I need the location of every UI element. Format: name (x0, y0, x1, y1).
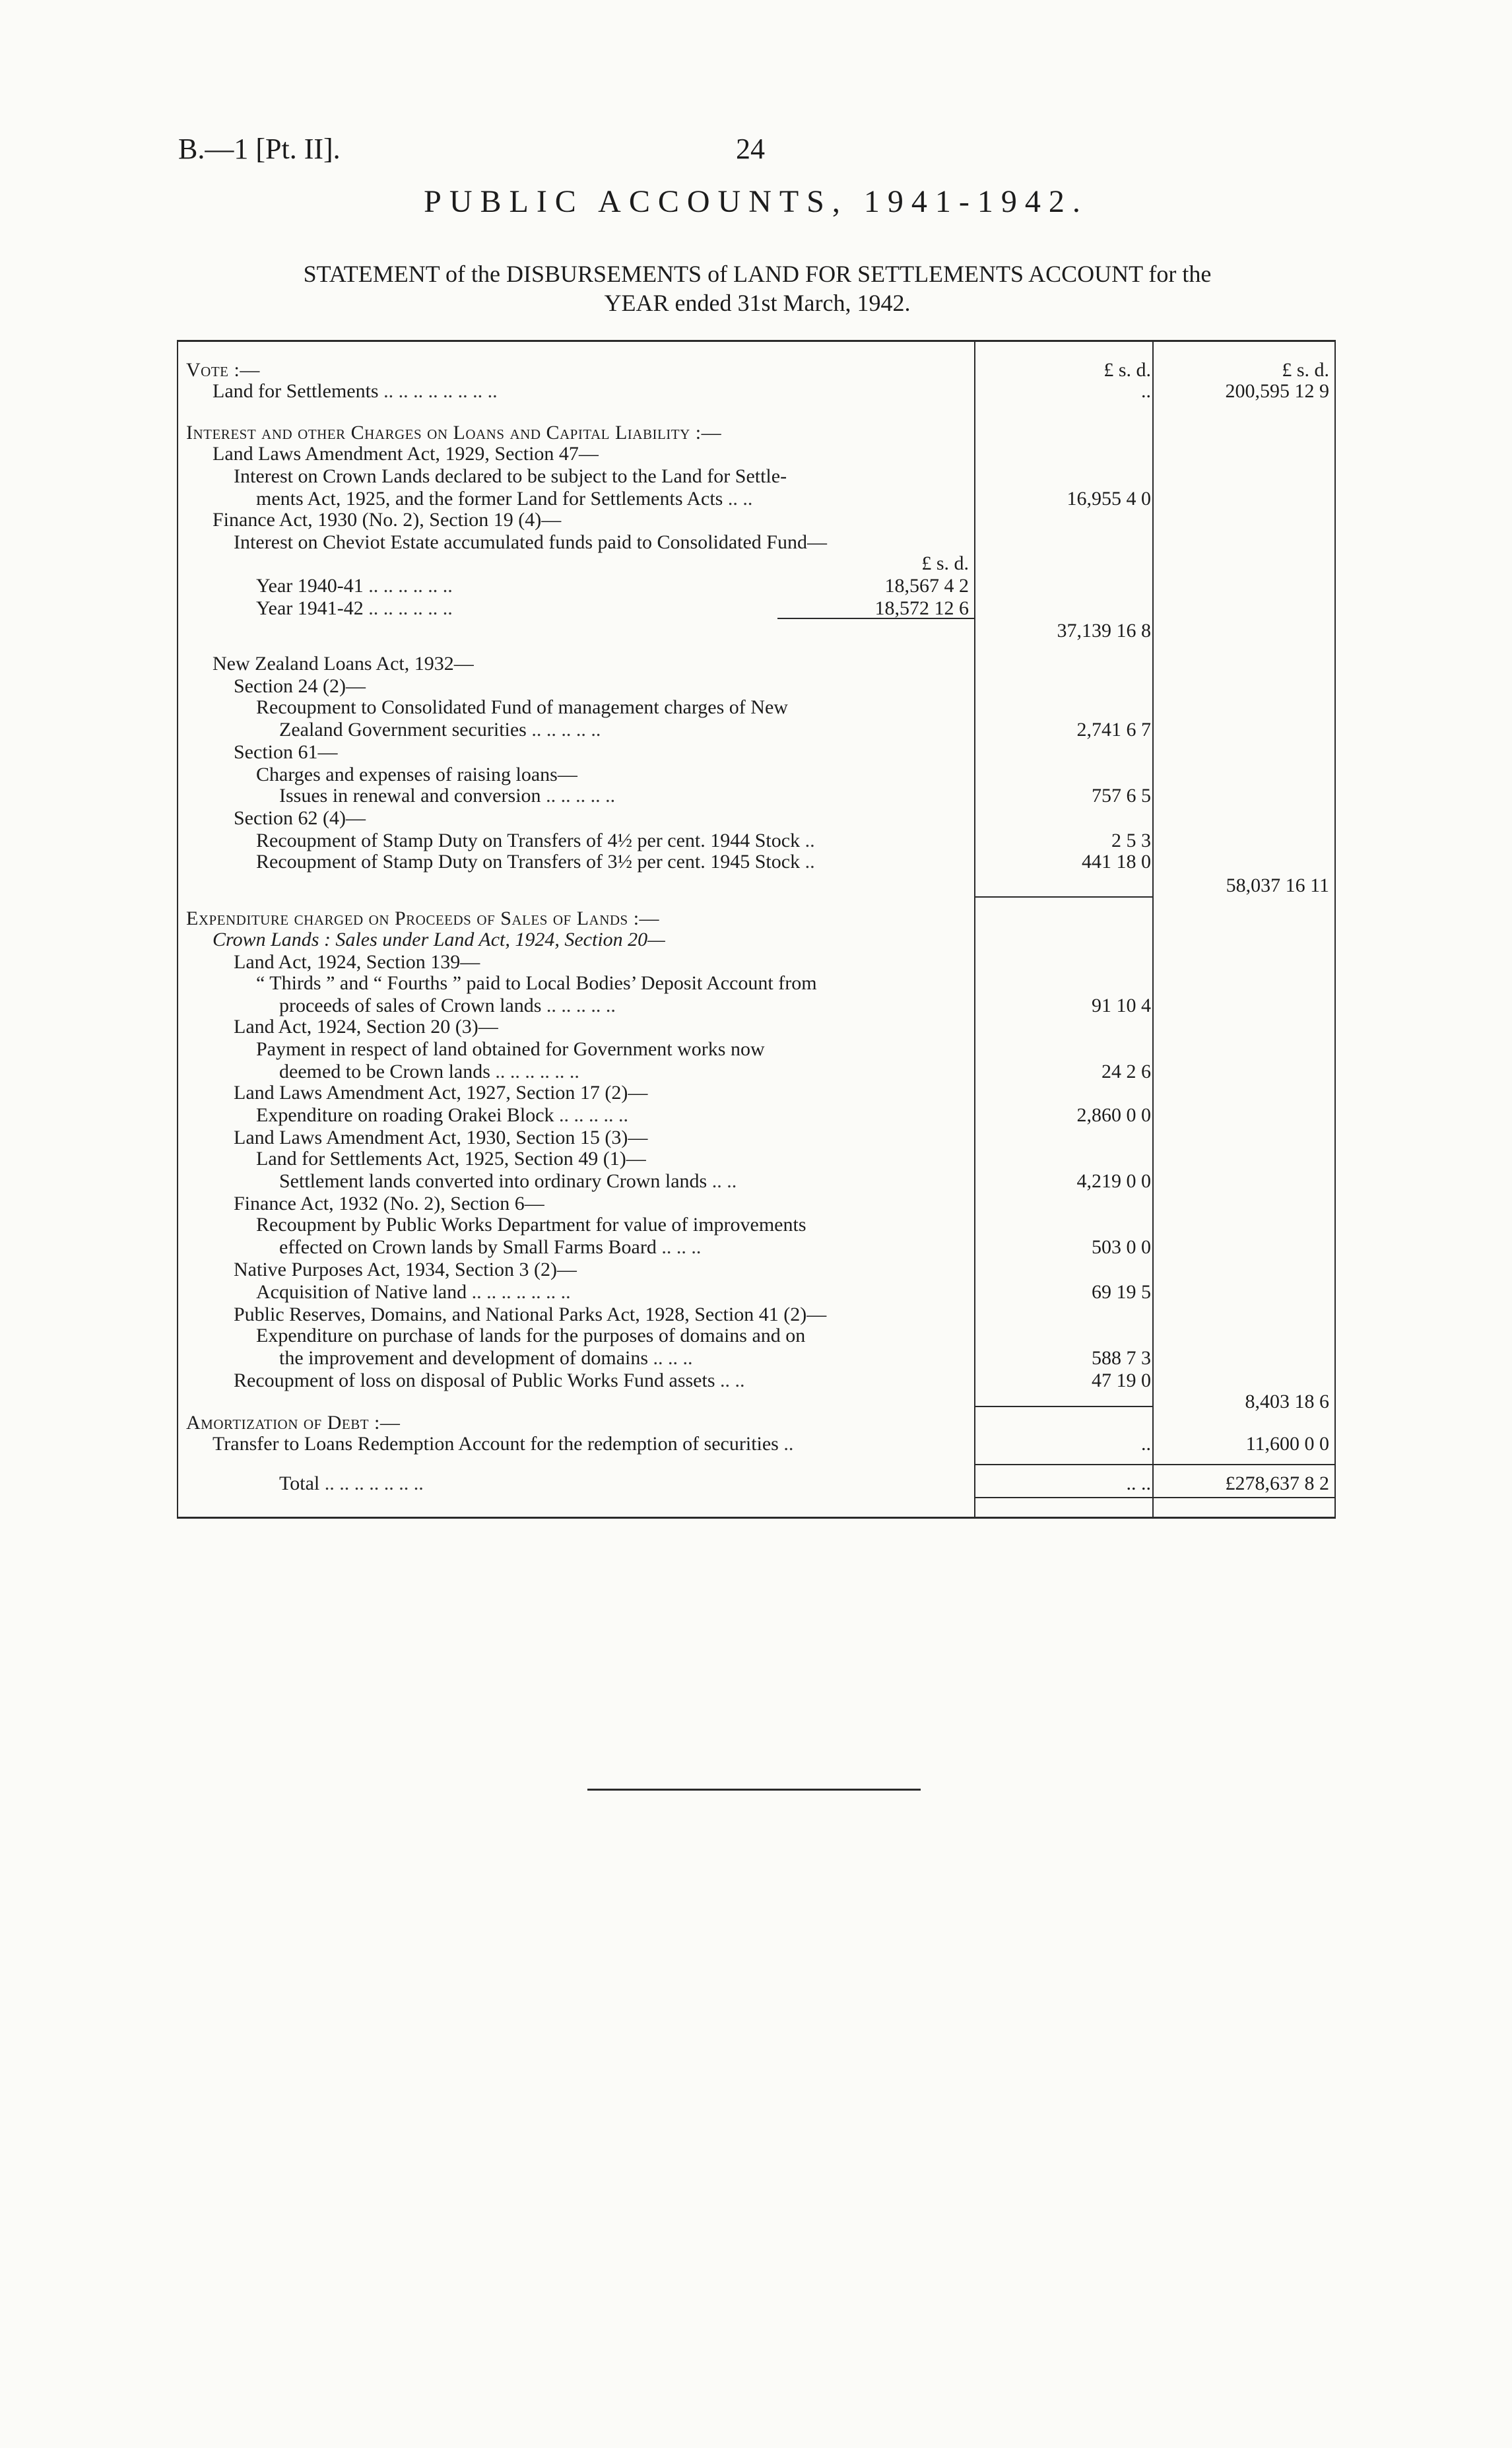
table-row (177, 1081, 1336, 1105)
table-row (177, 508, 1336, 532)
amount-column-2: £ s. d. (1282, 359, 1329, 381)
row-label: Expenditure charged on Proceeds of Sales of Lands :— (186, 908, 660, 929)
inner-amount: 18,567 4 2 (884, 575, 969, 597)
row-description (234, 531, 1018, 554)
table-row (177, 850, 1336, 874)
amount-column-1: .. (1141, 380, 1151, 402)
amount-column-1: 757 6 5 (1092, 785, 1151, 807)
table-row (177, 531, 1336, 554)
row-label: Interest and other Charges on Loans and Capital Liability :— (186, 422, 722, 444)
dot-leader: .. (778, 1433, 794, 1455)
table-row (177, 763, 1336, 787)
table-row (177, 1126, 1336, 1150)
dot-leader: .. .. .. .. .. .. (363, 597, 453, 619)
table-row (177, 829, 1336, 853)
row-description (234, 807, 1018, 830)
amount-column-1: .. (1141, 1433, 1151, 1455)
dot-leader: .. .. .. .. .. (526, 719, 601, 741)
row-description (213, 928, 997, 952)
dot-leader: .. .. .. .. .. (541, 995, 616, 1016)
row-label: Section 24 (2)— (234, 675, 366, 697)
row-description (279, 1170, 1063, 1193)
amount-column-1: 2,741 6 7 (1076, 719, 1151, 741)
table-row (177, 994, 1336, 1018)
row-description (279, 1060, 1063, 1084)
row-label: Land Act, 1924, Section 139— (234, 951, 480, 973)
row-description (256, 1213, 1040, 1237)
row-label: Interest on Crown Lands declared to be subject to the Land for Settle- (234, 465, 787, 487)
row-description (279, 994, 1063, 1018)
subtotal-rule (975, 1406, 1152, 1407)
inner-amount: 18,572 12 6 (874, 597, 969, 619)
row-description (234, 1369, 1018, 1393)
subtotal-rule (975, 1497, 1152, 1498)
table-row (177, 574, 1336, 598)
row-label: Recoupment to Consolidated Fund of management charges of New (256, 696, 788, 718)
row-description (279, 1472, 1063, 1496)
row-label: Amortization of Debt :— (186, 1412, 401, 1434)
row-description (279, 1236, 1063, 1259)
amount-column-1: 47 19 0 (1092, 1370, 1151, 1391)
dot-leader: .. (800, 830, 815, 851)
row-description (213, 652, 997, 676)
table-row (177, 552, 1336, 576)
row-label: Crown Lands : Sales under Land Act, 1924, Section 20— (213, 929, 665, 950)
row-label: Expenditure on roading Orakei Block (256, 1104, 554, 1126)
dot-leader: .. .. (715, 1370, 745, 1391)
dot-leader: .. .. .. .. .. (541, 785, 616, 807)
closing-rule (587, 1789, 921, 1791)
amount-column-1: 16,955 4 0 (1067, 488, 1151, 510)
row-description (213, 442, 997, 466)
row-description (256, 1038, 1040, 1061)
subtotal-rule (1154, 1497, 1334, 1498)
row-description (234, 1126, 1018, 1150)
row-label: Acquisition of Native land (256, 1281, 467, 1303)
row-description (234, 741, 1018, 764)
table-row (177, 1346, 1336, 1370)
table-row (177, 487, 1336, 511)
table-row (177, 1236, 1336, 1259)
row-description (256, 829, 1040, 853)
row-description (186, 358, 970, 382)
table-row (177, 652, 1336, 676)
amount-column-1: 2,860 0 0 (1076, 1104, 1151, 1126)
amount-column-2: 58,037 16 11 (1226, 875, 1329, 896)
row-label: deemed to be Crown lands (279, 1061, 490, 1082)
table-row (177, 1258, 1336, 1282)
row-description (186, 907, 970, 931)
row-label: Year 1940-41 (256, 575, 364, 597)
row-label: Transfer to Loans Redemption Account for the redemption of securities (213, 1433, 779, 1455)
row-description (213, 508, 997, 532)
table-row (177, 442, 1336, 466)
row-description (256, 972, 1040, 995)
table-row (177, 718, 1336, 742)
table-row (177, 1015, 1336, 1039)
row-label: Issues in renewal and conversion (279, 785, 541, 807)
table-row (177, 1192, 1336, 1216)
dot-leader: .. .. .. .. .. .. .. .. (378, 380, 498, 402)
table-row (177, 1280, 1336, 1304)
row-label: Recoupment of Stamp Duty on Transfers of 3½ per cent. 1945 Stock (256, 851, 801, 873)
row-label: New Zealand Loans Act, 1932— (213, 653, 474, 675)
page-number: 24 (736, 133, 765, 165)
row-label: proceeds of sales of Crown lands (279, 995, 542, 1016)
row-description (234, 950, 1018, 974)
row-label: Finance Act, 1932 (No. 2), Section 6— (234, 1193, 544, 1214)
table-row (177, 1213, 1336, 1237)
total-row (177, 1472, 1336, 1496)
table-row (177, 696, 1336, 719)
table-row (177, 1170, 1336, 1193)
row-label: Settlement lands converted into ordinary Crown lands (279, 1170, 707, 1192)
row-label: Total (279, 1472, 320, 1494)
table-row (177, 1104, 1336, 1127)
statement-subtitle (178, 259, 1336, 317)
dot-leader: .. .. .. (656, 1236, 702, 1258)
row-description (234, 675, 1018, 698)
table-row (177, 874, 1336, 898)
row-label: Land Laws Amendment Act, 1927, Section 17 (2)— (234, 1082, 648, 1104)
row-description (256, 1147, 1040, 1171)
dot-leader: .. .. .. .. .. .. .. (319, 1472, 424, 1494)
page-ref: B.—1 [Pt. II]. (178, 133, 341, 165)
amount-column-2: 200,595 12 9 (1225, 380, 1329, 402)
section-heading-row (177, 358, 1336, 382)
table-row (177, 928, 1336, 952)
row-description (186, 1411, 970, 1435)
table-row (177, 675, 1336, 698)
subtitle-line-1: STATEMENT of the DISBURSEMENTS of LAND FOR SETTLEMENTS ACCOUNT for the (303, 261, 1212, 287)
amount-column-2: £278,637 8 2 (1225, 1472, 1329, 1494)
row-description (234, 1015, 1018, 1039)
row-label: Expenditure on purchase of lands for the purposes of domains and on (256, 1325, 806, 1346)
row-description (234, 1192, 1018, 1216)
row-label: Finance Act, 1930 (No. 2), Section 19 (4)— (213, 509, 562, 531)
row-description (256, 696, 1040, 719)
section-heading-row (177, 907, 1336, 931)
row-label: Vote :— (186, 359, 260, 381)
table-row (177, 1390, 1336, 1414)
dot-leader: .. .. .. .. .. (554, 1104, 629, 1126)
amount-column-1: 4,219 0 0 (1076, 1170, 1151, 1192)
row-label: Section 62 (4)— (234, 807, 366, 829)
disbursements-table (177, 340, 1336, 1519)
row-label: Payment in respect of land obtained for Government works now (256, 1038, 765, 1060)
table-row (177, 1303, 1336, 1327)
row-description (256, 1280, 1040, 1304)
row-label: Interest on Cheviot Estate accumulated funds paid to Consolidated Fund— (234, 531, 827, 553)
table-row (177, 972, 1336, 995)
amount-column-2: 8,403 18 6 (1245, 1391, 1329, 1412)
amount-column-1: 2 5 3 (1111, 830, 1151, 851)
table-row (177, 465, 1336, 488)
table-row (177, 950, 1336, 974)
row-label: Land for Settlements (213, 380, 379, 402)
row-label: Native Purposes Act, 1934, Section 3 (2)— (234, 1259, 577, 1280)
subtotal-rule (975, 1464, 1152, 1465)
amount-column-1: 91 10 4 (1092, 995, 1151, 1016)
row-label: Recoupment by Public Works Department for value of improvements (256, 1214, 806, 1236)
dot-leader: .. .. (723, 488, 753, 510)
row-description (234, 1303, 1018, 1327)
table-row (177, 1060, 1336, 1084)
dot-leader: .. (800, 851, 815, 873)
row-label: Land for Settlements Act, 1925, Section 49 (1)— (256, 1148, 646, 1170)
row-description (256, 1324, 1040, 1348)
table-row (177, 1324, 1336, 1348)
amount-column-2: 11,600 0 0 (1245, 1433, 1329, 1455)
row-description (213, 380, 997, 403)
section-heading-row (177, 1411, 1336, 1435)
row-label: Land Laws Amendment Act, 1930, Section 15 (3)— (234, 1127, 648, 1148)
amount-column-1: .. .. (1126, 1472, 1151, 1494)
row-description (234, 1258, 1018, 1282)
row-label: Recoupment of Stamp Duty on Transfers of 4½ per cent. 1944 Stock (256, 830, 801, 851)
subtotal-rule (777, 618, 975, 619)
dot-leader: .. .. .. .. .. .. (490, 1061, 579, 1082)
row-description (234, 1081, 1018, 1105)
row-description (186, 421, 970, 445)
row-label: Land Act, 1924, Section 20 (3)— (234, 1016, 498, 1038)
table-row (177, 807, 1336, 830)
table-row (177, 1369, 1336, 1393)
row-description (256, 1104, 1040, 1127)
subtotal-rule (1154, 1464, 1334, 1465)
amount-column-1: 37,139 16 8 (1057, 620, 1151, 642)
amount-column-1: £ s. d. (1103, 359, 1151, 381)
amount-column-1: 441 18 0 (1082, 851, 1151, 873)
section-heading-row (177, 421, 1336, 445)
dot-leader: .. .. .. .. .. .. .. (467, 1281, 571, 1303)
row-label: ments Act, 1925, and the former Land for Settlements Acts (256, 488, 723, 510)
amount-column-1: 69 19 5 (1092, 1281, 1151, 1303)
subtotal-rule (975, 896, 1152, 898)
amount-column-1: 24 2 6 (1101, 1061, 1151, 1082)
subtitle-line-2: YEAR ended 31st March, 1942. (604, 290, 911, 316)
dot-leader: .. .. .. .. .. .. (363, 575, 453, 597)
row-label: the improvement and development of domains (279, 1347, 649, 1369)
row-label: effected on Crown lands by Small Farms Board (279, 1236, 657, 1258)
table-row (177, 741, 1336, 764)
row-label: Year 1941-42 (256, 597, 364, 619)
row-label: Section 61— (234, 741, 338, 763)
row-label: Public Reserves, Domains, and National Parks Act, 1928, Section 41 (2)— (234, 1304, 827, 1325)
row-label: Land Laws Amendment Act, 1929, Section 47— (213, 443, 599, 465)
table-row (177, 784, 1336, 808)
dot-leader: .. .. (707, 1170, 737, 1192)
table-row (177, 1038, 1336, 1061)
amount-column-1: 588 7 3 (1092, 1347, 1151, 1369)
amount-column-1: 503 0 0 (1092, 1236, 1151, 1258)
row-label: “ Thirds ” and “ Fourths ” paid to Local Bodies’ Deposit Account from (256, 972, 817, 994)
table-row (177, 380, 1336, 403)
row-description (213, 1432, 997, 1456)
table-row (177, 1147, 1336, 1171)
table-row (177, 597, 1336, 620)
row-description (279, 1346, 1063, 1370)
row-description (256, 763, 1040, 787)
table-row (177, 1432, 1336, 1456)
row-label: Charges and expenses of raising loans— (256, 764, 577, 785)
table-row (177, 619, 1336, 643)
row-label: Recoupment of loss on disposal of Public Works Fund assets (234, 1370, 715, 1391)
row-label: Zealand Government securities (279, 719, 527, 741)
row-description (279, 784, 1063, 808)
inner-amount: £ s. d. (921, 552, 969, 574)
page-title: PUBLIC ACCOUNTS, 1941-1942. (424, 184, 1088, 219)
row-description (256, 487, 1040, 511)
dot-leader: .. .. .. (648, 1347, 693, 1369)
row-description (279, 718, 1063, 742)
row-description (256, 850, 1040, 874)
row-description (234, 465, 1018, 488)
